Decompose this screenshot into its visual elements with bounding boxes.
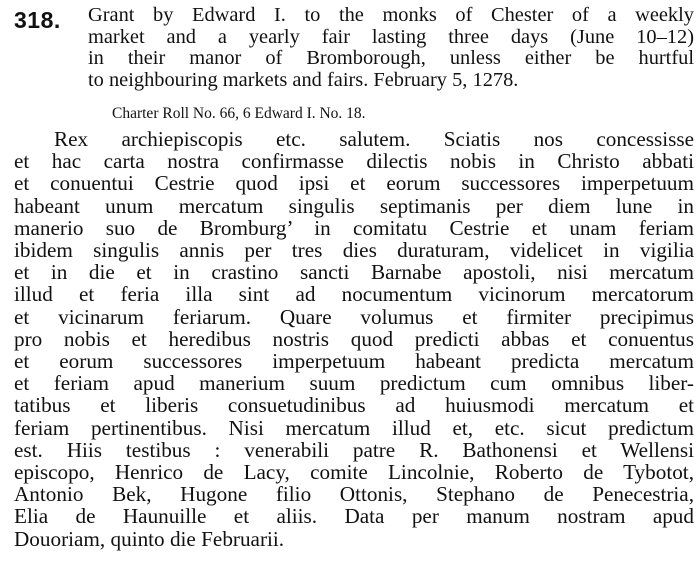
text-line: et conuentui Cestrie quod ipsi et eorum successores imperpetuum [14, 171, 694, 196]
text-line: Antonio Bek, Hugone filio Ottonis, Stephano de Penecestria, [14, 482, 694, 507]
text-line: Rex archiepiscopis etc. salutem. Sciatis nos concessisse [54, 127, 694, 151]
text-line: et hac carta nostra confirmasse dilectis nobis in Christo abbati [14, 149, 694, 174]
text-line: est. Hiis testibus : venerabili patre R. Bathonensi et Wellensi [14, 437, 694, 462]
summary-line: Grant by Edward I. to the monks of Chester of a weekly [88, 4, 694, 26]
text-line: et feriam apud manerium suum predictum cum omnibus liber- [14, 371, 694, 396]
text-line: pro nobis et heredibus nostris quod predicti abbas et conuentus [14, 326, 694, 351]
citation: Charter Roll No. 66, 6 Edward I. No. 18. [112, 105, 366, 122]
summary-line: in their manor of Bromborough, unless either be hurtful [88, 47, 694, 69]
charter-text [14, 128, 694, 550]
text-line: Douoriam, quinto die Februarii. [14, 526, 285, 551]
text-line: manerio suo de Bromburg’ in comitatu Cestrie et unam feriam [14, 215, 694, 240]
text-line: feriam pertinentibus. Nisi mercatum illud et, etc. sicut predictum [14, 415, 694, 440]
text-line: et vicinarum feriarum. Quare volumus et firmiter precipimus [14, 304, 694, 329]
summary-line: to neighbouring markets and fairs. February 5, 1278. [88, 68, 519, 91]
text-line: Elia de Haunuille et aliis. Data per manum nostram apud [14, 504, 694, 529]
text-line: et in die et in crastino sancti Barnabe apostoli, nisi mercatum [14, 260, 694, 285]
entry-summary [88, 5, 694, 91]
text-line: illud et feria illa sint ad nocumentum vicinorum mercatorum [14, 282, 694, 307]
text-line: tatibus et liberis consuetudinibus ad huiusmodi mercatum et [14, 393, 694, 418]
entry-number: 318. [14, 7, 61, 33]
text-line: habeant unum mercatum singulis septimanis per diem lune in [14, 193, 694, 218]
text-line: et eorum successores imperpetuum habeant predicta mercatum [14, 349, 694, 374]
text-line: ibidem singulis annis per tres dies duraturam, videlicet in vigilia [14, 238, 694, 263]
text-line: episcopo, Henrico de Lacy, comite Lincolnie, Roberto de Tybotot, [14, 460, 694, 485]
summary-line: market and a yearly fair lasting three days (June 10–12) [88, 25, 694, 48]
